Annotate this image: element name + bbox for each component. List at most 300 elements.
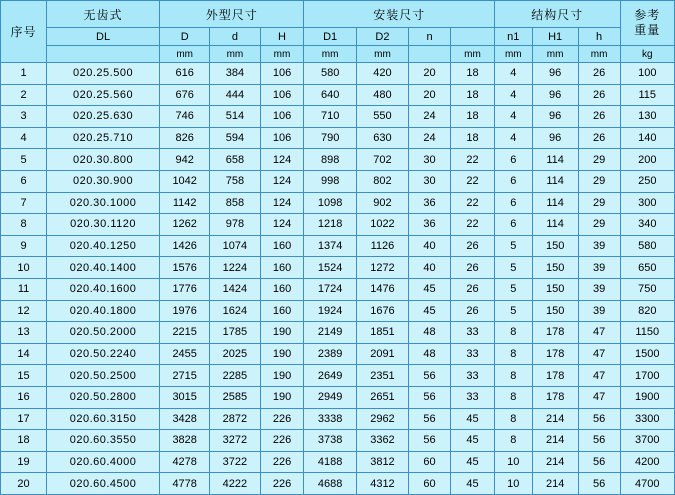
cell-H: 160 bbox=[260, 257, 304, 279]
cell-D: 746 bbox=[160, 106, 210, 128]
cell-D1: 1524 bbox=[304, 257, 356, 279]
cell-n1: 8 bbox=[494, 386, 532, 408]
cell-D: 2715 bbox=[160, 365, 210, 387]
cell-D: 2455 bbox=[160, 343, 210, 365]
cell-n_mm: 26 bbox=[450, 278, 494, 300]
cell-d: 1074 bbox=[210, 235, 260, 257]
cell-D: 4278 bbox=[160, 451, 210, 473]
table-row bbox=[1, 214, 675, 236]
cell-h: 29 bbox=[578, 214, 620, 236]
cell-h: 29 bbox=[578, 149, 620, 171]
header-col-H: H bbox=[260, 28, 304, 46]
table-row bbox=[1, 127, 675, 149]
cell-w: 130 bbox=[620, 106, 674, 128]
cell-dl: 020.50.2500 bbox=[47, 365, 160, 387]
cell-h: 29 bbox=[578, 192, 620, 214]
cell-seq: 10 bbox=[1, 257, 47, 279]
cell-n: 40 bbox=[409, 235, 451, 257]
cell-n: 45 bbox=[409, 300, 451, 322]
table-row bbox=[1, 278, 675, 300]
table-row bbox=[1, 84, 675, 106]
cell-n: 45 bbox=[409, 278, 451, 300]
cell-seq: 3 bbox=[1, 106, 47, 128]
header-unit-H1: mm bbox=[532, 46, 578, 63]
cell-H: 124 bbox=[260, 170, 304, 192]
cell-n_mm: 22 bbox=[450, 192, 494, 214]
header-col-d: d bbox=[210, 28, 260, 46]
cell-d: 1224 bbox=[210, 257, 260, 279]
cell-w: 1500 bbox=[620, 343, 674, 365]
cell-w: 580 bbox=[620, 235, 674, 257]
cell-n_mm: 26 bbox=[450, 257, 494, 279]
cell-D2: 2091 bbox=[356, 343, 408, 365]
cell-h: 39 bbox=[578, 257, 620, 279]
cell-H: 124 bbox=[260, 149, 304, 171]
cell-H: 124 bbox=[260, 192, 304, 214]
cell-D2: 630 bbox=[356, 127, 408, 149]
table-row bbox=[1, 235, 675, 257]
cell-D: 1142 bbox=[160, 192, 210, 214]
cell-dl: 020.50.2800 bbox=[47, 386, 160, 408]
cell-n: 48 bbox=[409, 343, 451, 365]
cell-h: 39 bbox=[578, 235, 620, 257]
cell-D1: 790 bbox=[304, 127, 356, 149]
cell-D2: 480 bbox=[356, 84, 408, 106]
table-row bbox=[1, 365, 675, 387]
header-unit-n bbox=[409, 46, 451, 63]
cell-H: 124 bbox=[260, 214, 304, 236]
cell-n1: 5 bbox=[494, 235, 532, 257]
cell-D1: 1924 bbox=[304, 300, 356, 322]
header-col-D1: D1 bbox=[304, 28, 356, 46]
cell-seq: 12 bbox=[1, 300, 47, 322]
cell-h: 47 bbox=[578, 386, 620, 408]
cell-n_mm: 45 bbox=[450, 473, 494, 495]
cell-n_mm: 18 bbox=[450, 106, 494, 128]
cell-D: 3828 bbox=[160, 430, 210, 452]
header-sub-row bbox=[1, 28, 675, 46]
table-row bbox=[1, 408, 675, 430]
cell-n1: 8 bbox=[494, 408, 532, 430]
cell-n1: 4 bbox=[494, 127, 532, 149]
header-unit-D2: mm bbox=[356, 46, 408, 63]
cell-D2: 1676 bbox=[356, 300, 408, 322]
cell-seq: 6 bbox=[1, 170, 47, 192]
header-group-row bbox=[1, 1, 675, 28]
cell-D1: 2949 bbox=[304, 386, 356, 408]
cell-H: 226 bbox=[260, 408, 304, 430]
cell-D1: 2389 bbox=[304, 343, 356, 365]
cell-D: 1262 bbox=[160, 214, 210, 236]
cell-n: 48 bbox=[409, 322, 451, 344]
cell-n: 24 bbox=[409, 106, 451, 128]
cell-D2: 1022 bbox=[356, 214, 408, 236]
cell-seq: 9 bbox=[1, 235, 47, 257]
cell-seq: 17 bbox=[1, 408, 47, 430]
cell-H: 106 bbox=[260, 84, 304, 106]
cell-H1: 178 bbox=[532, 343, 578, 365]
cell-D1: 710 bbox=[304, 106, 356, 128]
header-unit-row bbox=[1, 46, 675, 63]
cell-D1: 998 bbox=[304, 170, 356, 192]
cell-H1: 214 bbox=[532, 473, 578, 495]
cell-w: 1700 bbox=[620, 365, 674, 387]
cell-n_mm: 18 bbox=[450, 63, 494, 85]
cell-dl: 020.25.500 bbox=[47, 63, 160, 85]
cell-H: 106 bbox=[260, 63, 304, 85]
table-row bbox=[1, 430, 675, 452]
cell-D: 616 bbox=[160, 63, 210, 85]
cell-D2: 1126 bbox=[356, 235, 408, 257]
cell-h: 29 bbox=[578, 170, 620, 192]
cell-H1: 150 bbox=[532, 257, 578, 279]
header-col-H1: H1 bbox=[532, 28, 578, 46]
cell-d: 3722 bbox=[210, 451, 260, 473]
header-col-h: h bbox=[578, 28, 620, 46]
cell-D: 3428 bbox=[160, 408, 210, 430]
cell-H1: 150 bbox=[532, 300, 578, 322]
cell-dl: 020.25.560 bbox=[47, 84, 160, 106]
cell-H1: 114 bbox=[532, 192, 578, 214]
cell-n_mm: 26 bbox=[450, 300, 494, 322]
cell-n: 24 bbox=[409, 127, 451, 149]
table-row bbox=[1, 149, 675, 171]
cell-d: 4222 bbox=[210, 473, 260, 495]
cell-seq: 1 bbox=[1, 63, 47, 85]
cell-n_mm: 26 bbox=[450, 235, 494, 257]
header-weight-line1: 参考 bbox=[634, 8, 661, 22]
cell-H1: 96 bbox=[532, 84, 578, 106]
cell-h: 26 bbox=[578, 84, 620, 106]
cell-D: 4778 bbox=[160, 473, 210, 495]
cell-d: 758 bbox=[210, 170, 260, 192]
header-col-D: D bbox=[160, 28, 210, 46]
cell-H1: 214 bbox=[532, 451, 578, 473]
cell-h: 47 bbox=[578, 322, 620, 344]
cell-seq: 7 bbox=[1, 192, 47, 214]
cell-D2: 3362 bbox=[356, 430, 408, 452]
cell-d: 658 bbox=[210, 149, 260, 171]
cell-D1: 3738 bbox=[304, 430, 356, 452]
cell-D: 1042 bbox=[160, 170, 210, 192]
table-body bbox=[1, 63, 675, 495]
header-weight-title bbox=[620, 1, 674, 46]
cell-d: 384 bbox=[210, 63, 260, 85]
cell-H: 106 bbox=[260, 106, 304, 128]
cell-H1: 96 bbox=[532, 63, 578, 85]
cell-w: 750 bbox=[620, 278, 674, 300]
cell-seq: 18 bbox=[1, 430, 47, 452]
cell-H1: 96 bbox=[532, 127, 578, 149]
cell-D1: 2149 bbox=[304, 322, 356, 344]
cell-D: 2215 bbox=[160, 322, 210, 344]
cell-D2: 2651 bbox=[356, 386, 408, 408]
table-row bbox=[1, 343, 675, 365]
cell-H1: 214 bbox=[532, 430, 578, 452]
cell-d: 1785 bbox=[210, 322, 260, 344]
cell-n: 60 bbox=[409, 451, 451, 473]
cell-n_mm: 22 bbox=[450, 149, 494, 171]
header-col-D2: D2 bbox=[356, 28, 408, 46]
cell-D2: 2962 bbox=[356, 408, 408, 430]
cell-n: 36 bbox=[409, 214, 451, 236]
cell-D1: 2649 bbox=[304, 365, 356, 387]
cell-n1: 5 bbox=[494, 300, 532, 322]
cell-seq: 11 bbox=[1, 278, 47, 300]
header-unit-type bbox=[47, 46, 160, 63]
cell-seq: 15 bbox=[1, 365, 47, 387]
cell-n: 60 bbox=[409, 473, 451, 495]
cell-seq: 16 bbox=[1, 386, 47, 408]
cell-seq: 14 bbox=[1, 343, 47, 365]
cell-n_mm: 22 bbox=[450, 214, 494, 236]
cell-n_mm: 33 bbox=[450, 343, 494, 365]
cell-d: 3272 bbox=[210, 430, 260, 452]
cell-D: 1776 bbox=[160, 278, 210, 300]
cell-D: 676 bbox=[160, 84, 210, 106]
cell-H: 226 bbox=[260, 451, 304, 473]
cell-d: 1624 bbox=[210, 300, 260, 322]
cell-d: 2872 bbox=[210, 408, 260, 430]
cell-D: 1976 bbox=[160, 300, 210, 322]
cell-n: 30 bbox=[409, 170, 451, 192]
cell-D2: 1476 bbox=[356, 278, 408, 300]
cell-d: 2585 bbox=[210, 386, 260, 408]
table-row bbox=[1, 257, 675, 279]
table-row bbox=[1, 322, 675, 344]
table-row bbox=[1, 106, 675, 128]
header-col-n: n bbox=[409, 28, 451, 46]
cell-D1: 580 bbox=[304, 63, 356, 85]
cell-D: 942 bbox=[160, 149, 210, 171]
cell-h: 39 bbox=[578, 300, 620, 322]
cell-n_mm: 45 bbox=[450, 408, 494, 430]
cell-H: 226 bbox=[260, 430, 304, 452]
cell-dl: 020.30.1000 bbox=[47, 192, 160, 214]
cell-D2: 802 bbox=[356, 170, 408, 192]
cell-n: 20 bbox=[409, 84, 451, 106]
cell-n1: 4 bbox=[494, 63, 532, 85]
cell-D1: 898 bbox=[304, 149, 356, 171]
cell-D2: 702 bbox=[356, 149, 408, 171]
cell-D1: 640 bbox=[304, 84, 356, 106]
cell-dl: 020.60.4500 bbox=[47, 473, 160, 495]
cell-D1: 1218 bbox=[304, 214, 356, 236]
cell-n1: 4 bbox=[494, 106, 532, 128]
table-row bbox=[1, 473, 675, 495]
cell-h: 26 bbox=[578, 127, 620, 149]
cell-w: 115 bbox=[620, 84, 674, 106]
cell-dl: 020.40.1800 bbox=[47, 300, 160, 322]
cell-D2: 902 bbox=[356, 192, 408, 214]
header-group-struct: 结构尺寸 bbox=[494, 1, 620, 28]
cell-n: 56 bbox=[409, 430, 451, 452]
cell-D1: 1724 bbox=[304, 278, 356, 300]
cell-dl: 020.40.1250 bbox=[47, 235, 160, 257]
cell-H: 190 bbox=[260, 386, 304, 408]
cell-H: 190 bbox=[260, 365, 304, 387]
table-row bbox=[1, 386, 675, 408]
cell-H1: 150 bbox=[532, 235, 578, 257]
cell-seq: 2 bbox=[1, 84, 47, 106]
cell-D1: 4188 bbox=[304, 451, 356, 473]
cell-n: 56 bbox=[409, 408, 451, 430]
header-unit-H: mm bbox=[260, 46, 304, 63]
cell-d: 514 bbox=[210, 106, 260, 128]
cell-h: 56 bbox=[578, 430, 620, 452]
cell-h: 56 bbox=[578, 408, 620, 430]
cell-w: 3300 bbox=[620, 408, 674, 430]
cell-D2: 550 bbox=[356, 106, 408, 128]
cell-w: 340 bbox=[620, 214, 674, 236]
cell-H: 160 bbox=[260, 235, 304, 257]
cell-n1: 6 bbox=[494, 214, 532, 236]
cell-D1: 1098 bbox=[304, 192, 356, 214]
cell-h: 56 bbox=[578, 451, 620, 473]
header-weight-line2: 重量 bbox=[634, 23, 661, 37]
cell-w: 100 bbox=[620, 63, 674, 85]
cell-D1: 3338 bbox=[304, 408, 356, 430]
cell-n: 56 bbox=[409, 386, 451, 408]
header-unit-D1: mm bbox=[304, 46, 356, 63]
cell-w: 3700 bbox=[620, 430, 674, 452]
cell-D: 1426 bbox=[160, 235, 210, 257]
cell-w: 1900 bbox=[620, 386, 674, 408]
cell-h: 26 bbox=[578, 63, 620, 85]
cell-n1: 8 bbox=[494, 365, 532, 387]
cell-D: 3015 bbox=[160, 386, 210, 408]
cell-H: 160 bbox=[260, 300, 304, 322]
cell-D2: 420 bbox=[356, 63, 408, 85]
cell-n_mm: 33 bbox=[450, 322, 494, 344]
cell-n1: 8 bbox=[494, 343, 532, 365]
cell-H: 190 bbox=[260, 343, 304, 365]
cell-dl: 020.60.3550 bbox=[47, 430, 160, 452]
cell-d: 2025 bbox=[210, 343, 260, 365]
cell-D: 826 bbox=[160, 127, 210, 149]
cell-n: 36 bbox=[409, 192, 451, 214]
cell-D2: 3812 bbox=[356, 451, 408, 473]
cell-h: 26 bbox=[578, 106, 620, 128]
cell-d: 858 bbox=[210, 192, 260, 214]
header-col-n1: n1 bbox=[494, 28, 532, 46]
cell-dl: 020.40.1600 bbox=[47, 278, 160, 300]
cell-D: 1576 bbox=[160, 257, 210, 279]
cell-H: 106 bbox=[260, 127, 304, 149]
header-group-mount: 安装尺寸 bbox=[304, 1, 494, 28]
cell-H1: 96 bbox=[532, 106, 578, 128]
cell-seq: 13 bbox=[1, 322, 47, 344]
cell-n_mm: 45 bbox=[450, 451, 494, 473]
cell-w: 4700 bbox=[620, 473, 674, 495]
table-row bbox=[1, 192, 675, 214]
cell-h: 47 bbox=[578, 343, 620, 365]
cell-H: 160 bbox=[260, 278, 304, 300]
cell-w: 250 bbox=[620, 170, 674, 192]
header-unit-n1: mm bbox=[494, 46, 532, 63]
cell-w: 820 bbox=[620, 300, 674, 322]
cell-seq: 8 bbox=[1, 214, 47, 236]
cell-h: 56 bbox=[578, 473, 620, 495]
cell-dl: 020.60.4000 bbox=[47, 451, 160, 473]
table-row bbox=[1, 63, 675, 85]
cell-H1: 214 bbox=[532, 408, 578, 430]
cell-n_mm: 18 bbox=[450, 84, 494, 106]
cell-dl: 020.40.1400 bbox=[47, 257, 160, 279]
cell-w: 4200 bbox=[620, 451, 674, 473]
cell-H1: 114 bbox=[532, 214, 578, 236]
cell-seq: 20 bbox=[1, 473, 47, 495]
cell-d: 444 bbox=[210, 84, 260, 106]
header-type-sub: DL bbox=[47, 28, 160, 46]
table-row bbox=[1, 451, 675, 473]
cell-n1: 5 bbox=[494, 278, 532, 300]
cell-n1: 6 bbox=[494, 170, 532, 192]
cell-n_mm: 22 bbox=[450, 170, 494, 192]
header-unit-d: mm bbox=[210, 46, 260, 63]
cell-n: 40 bbox=[409, 257, 451, 279]
cell-dl: 020.30.800 bbox=[47, 149, 160, 171]
cell-dl: 020.25.630 bbox=[47, 106, 160, 128]
header-unit-D: mm bbox=[160, 46, 210, 63]
cell-D2: 1851 bbox=[356, 322, 408, 344]
cell-H: 190 bbox=[260, 322, 304, 344]
cell-n1: 10 bbox=[494, 451, 532, 473]
header-unit-h: mm bbox=[578, 46, 620, 63]
cell-n_mm: 18 bbox=[450, 127, 494, 149]
cell-seq: 19 bbox=[1, 451, 47, 473]
cell-dl: 020.60.3150 bbox=[47, 408, 160, 430]
cell-H1: 114 bbox=[532, 149, 578, 171]
cell-w: 1150 bbox=[620, 322, 674, 344]
cell-H1: 178 bbox=[532, 322, 578, 344]
cell-H1: 150 bbox=[532, 278, 578, 300]
cell-w: 140 bbox=[620, 127, 674, 149]
cell-n1: 5 bbox=[494, 257, 532, 279]
cell-w: 650 bbox=[620, 257, 674, 279]
cell-n: 56 bbox=[409, 365, 451, 387]
cell-D1: 4688 bbox=[304, 473, 356, 495]
cell-n1: 6 bbox=[494, 149, 532, 171]
cell-n_mm: 33 bbox=[450, 386, 494, 408]
cell-H1: 178 bbox=[532, 365, 578, 387]
header-type-title: 无齿式 bbox=[47, 1, 160, 28]
cell-D2: 1272 bbox=[356, 257, 408, 279]
cell-H: 226 bbox=[260, 473, 304, 495]
cell-D2: 2351 bbox=[356, 365, 408, 387]
cell-seq: 4 bbox=[1, 127, 47, 149]
header-unit-weight: kg bbox=[620, 46, 674, 63]
table-row bbox=[1, 300, 675, 322]
cell-D1: 1374 bbox=[304, 235, 356, 257]
cell-n: 30 bbox=[409, 149, 451, 171]
cell-D2: 4312 bbox=[356, 473, 408, 495]
cell-n1: 8 bbox=[494, 430, 532, 452]
cell-n_mm: 33 bbox=[450, 365, 494, 387]
cell-d: 2285 bbox=[210, 365, 260, 387]
cell-d: 978 bbox=[210, 214, 260, 236]
cell-H1: 178 bbox=[532, 386, 578, 408]
cell-n: 20 bbox=[409, 63, 451, 85]
cell-dl: 020.50.2000 bbox=[47, 322, 160, 344]
cell-n1: 4 bbox=[494, 84, 532, 106]
cell-n1: 6 bbox=[494, 192, 532, 214]
cell-h: 39 bbox=[578, 278, 620, 300]
cell-n1: 8 bbox=[494, 322, 532, 344]
cell-w: 300 bbox=[620, 192, 674, 214]
cell-seq: 5 bbox=[1, 149, 47, 171]
header-group-outer: 外型尺寸 bbox=[160, 1, 304, 28]
